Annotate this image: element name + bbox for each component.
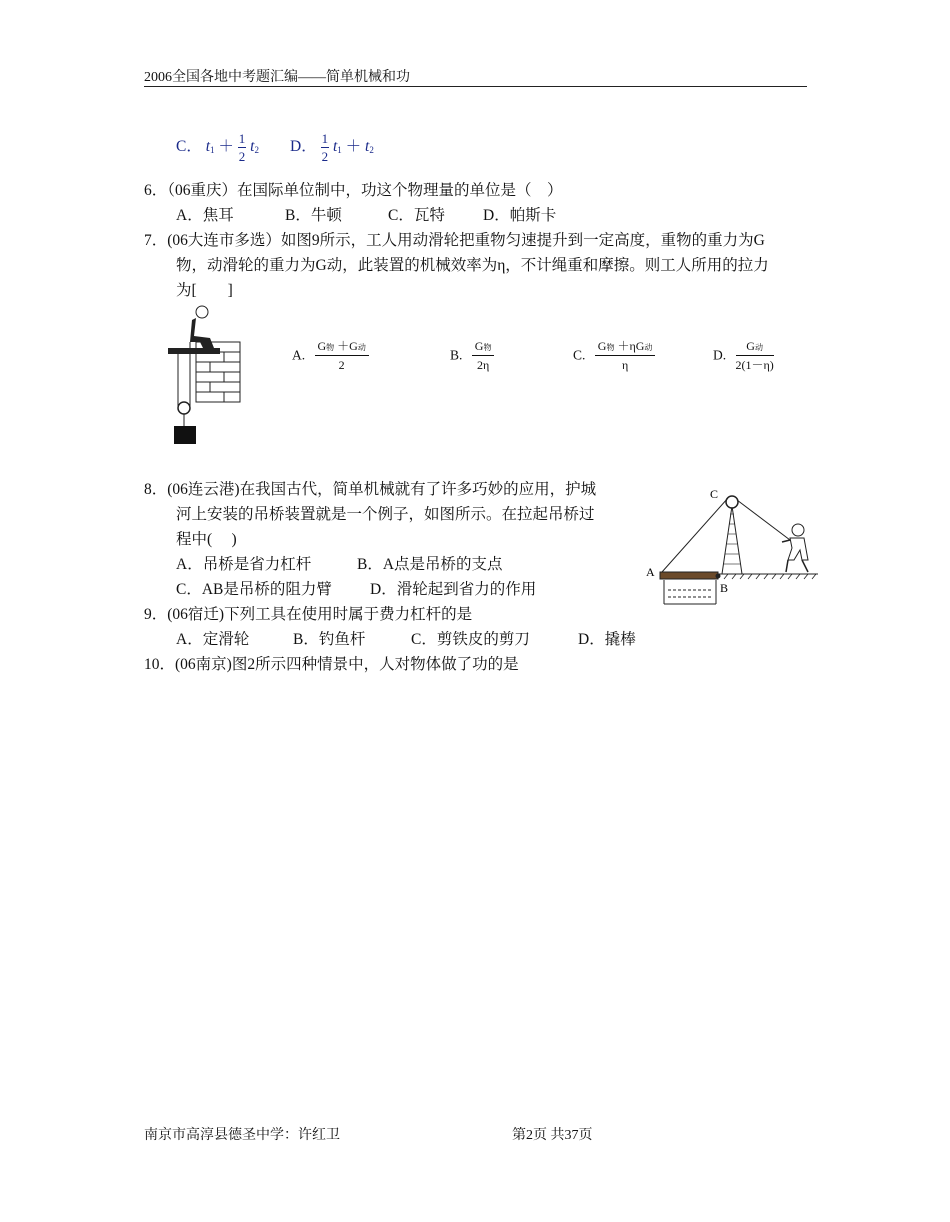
q10-stem: 10．(06南京)图2所示四种情景中，人对物体做了功的是 [144,656,519,673]
q8-stem-line1: 8．(06连云港)在我国古代，简单机械就有了许多巧妙的应用，护城 [144,481,597,498]
q9-option-b: B．钓鱼杆 [293,631,366,648]
q8-option-a: A．吊桥是省力杠杆 [176,556,312,573]
figure-label-a: A [646,565,655,579]
q5-option-d: D． $\frac{1}{2}$ $t_1 + t_2$ [290,131,374,164]
q7-option-b: B. G物 2η [450,340,494,372]
q5-option-c: C． $t_1$ ＋ $\frac{1}{2}$ $t_2$ [176,131,259,164]
q6-option-b: B．牛顿 [285,207,342,224]
q6-option-c: C．瓦特 [388,207,445,224]
figure-label-c: C [710,487,719,501]
figure-label-b: B [720,581,729,595]
q9-option-d: D．撬棒 [578,631,636,648]
q7-option-c: C. G物 ＋ηG动 η [573,340,655,372]
q6-option-a: A．焦耳 [176,207,234,224]
pulley-worker-figure [160,302,250,448]
q7-stem-line3: 为[ ] [176,282,233,299]
q8-option-c: C．AB是吊桥的阻力臂 [176,581,332,598]
q8-option-d: D．滑轮起到省力的作用 [370,581,537,598]
q9-stem: 9．(06宿迁)下列工具在使用时属于费力杠杆的是 [144,606,473,623]
q6-option-d: D．帕斯卡 [483,207,557,224]
q7-stem-line2: 物，动滑轮的重力为G动，此装置的机械效率为η，不计绳重和摩擦。则工人所用的拉力 [176,257,769,274]
q8-stem-line3: 程中( ) [176,531,237,548]
q6-stem: 6．（06重庆）在国际单位制中，功这个物理量的单位是（ ） [144,182,563,199]
q7-stem-line1: 7．(06大连市多选）如图9所示，工人用动滑轮把重物匀速提升到一定高度，重物的重力为G [144,232,765,249]
header-divider [144,86,807,87]
drawbridge-figure [640,484,822,608]
q9-option-c: C．剪铁皮的剪刀 [411,631,530,648]
page-header-title: 2006全国各地中考题汇编——简单机械和功 [144,70,410,85]
q8-option-b: B．A点是吊桥的支点 [357,556,503,573]
q7-option-d: D. G动 2(1－η) [713,339,774,373]
footer-author: 南京市高淳县德圣中学：许红卫 [144,1128,340,1143]
footer-page-number: 第2页 共37页 [512,1128,593,1143]
q8-stem-line2: 河上安装的吊桥装置就是一个例子，如图所示。在拉起吊桥过 [176,506,595,523]
q9-option-a: A．定滑轮 [176,631,250,648]
q7-option-a: A. G物 ＋G动 2 [292,340,369,372]
